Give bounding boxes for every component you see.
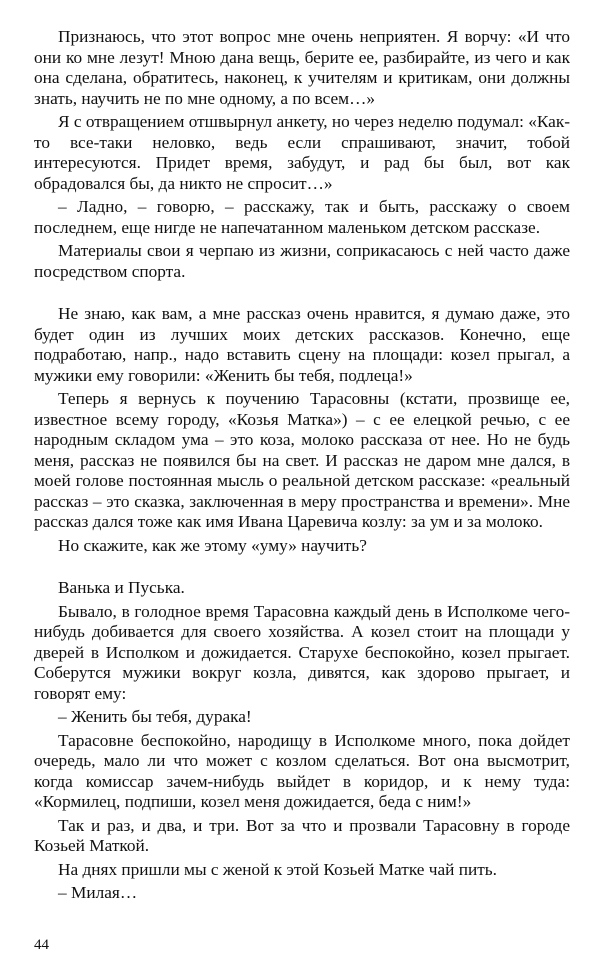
paragraph: На днях пришли мы с женой к этой Козьей Матке чай пить. [58, 859, 497, 879]
paragraph: Признаюсь, что этот вопрос мне очень неприятен. Я ворчу: «И что они ко мне лезут! Мною дана вещь, берите ее, разбирайте, из чего и как она сделана, обратитесь, наконец, к учителям и критикам, они должны знать, научить не по мне одному, а по всем…» [34, 27, 570, 108]
section-1 [34, 27, 570, 282]
paragraph: Так и раз, и два, и три. Вот за что и прозвали Тарасовну в городе Козьей Маткой. [34, 815, 570, 855]
paragraph: Тарасовне беспокойно, народищу в Исполкоме много, пока дойдет очередь, мало ли что может с козлом сделаться. Вот она высмотрит, когда комиссар зачем-нибудь выйдет в коридор, и к нему туда: «Кормилец, подпиши, козел меня дожидается, беда с ним!» [34, 730, 570, 811]
paragraph: Материалы свои я черпаю из жизни, соприкасаюсь с ней часто даже посредством спорта. [34, 241, 570, 281]
section-2 [34, 304, 570, 556]
section-3 [34, 578, 570, 904]
paragraph: – Милая… [58, 883, 138, 902]
paragraph: Бывало, в голодное время Тарасовна каждый день в Исполкоме чего-нибудь добивается для своего хозяйства. А козел стоит на площади у дверей в Исполком и дожидается. Старухе беспокойно, козел прыгает. Соберутся мужики вокруг козла, дивятся, как здорово прыгает, и говорят ему: [34, 601, 570, 703]
paragraph: Ванька и Пуська. [58, 578, 185, 597]
paragraph: Теперь я вернусь к поучению Тарасовны (кстати, прозвище ее, известное всему городу, «Козья Матка») – с ее елецкой речью, с ее народным складом ума – это коза, молоко рассказа от нее. Но не будь меня, рассказ не появился бы на свет. И рассказ не даром мне дался, в моей голове постоянная мысль о реальной детском рассказе: «реальный рассказ – это сказка, заключенная в меру пространства и времени». Мне рассказ дался тоже как имя Ивана Царевича козлу: за ум и за молоко. [34, 389, 570, 531]
paragraph: – Ладно, – говорю, – расскажу, так и быть, расскажу о своем последнем, еще нигде не напечатанном маленьком детском рассказе. [34, 197, 570, 237]
page-body [34, 27, 570, 907]
paragraph: – Женить бы тебя, дурака! [58, 707, 252, 726]
paragraph: Не знаю, как вам, а мне рассказ очень нравится, я думаю даже, это будет один из лучших моих детских рассказов. Конечно, еще подработаю, напр., надо вставить сцену на площади: козел прыгал, а мужики ему говорили: «Женить бы тебя, подлеца!» [34, 304, 570, 385]
page-number: 44 [34, 937, 49, 953]
paragraph: Я с отвращением отшвырнул анкету, но через неделю подумал: «Как-то все-таки неловко, ведь если спрашивают, значит, тобой интересуются. Придет время, забудут, и рад бы был, вот как обрадовался бы, да никто не спросит…» [34, 112, 570, 193]
paragraph: Но скажите, как же этому «уму» научить? [58, 535, 367, 555]
